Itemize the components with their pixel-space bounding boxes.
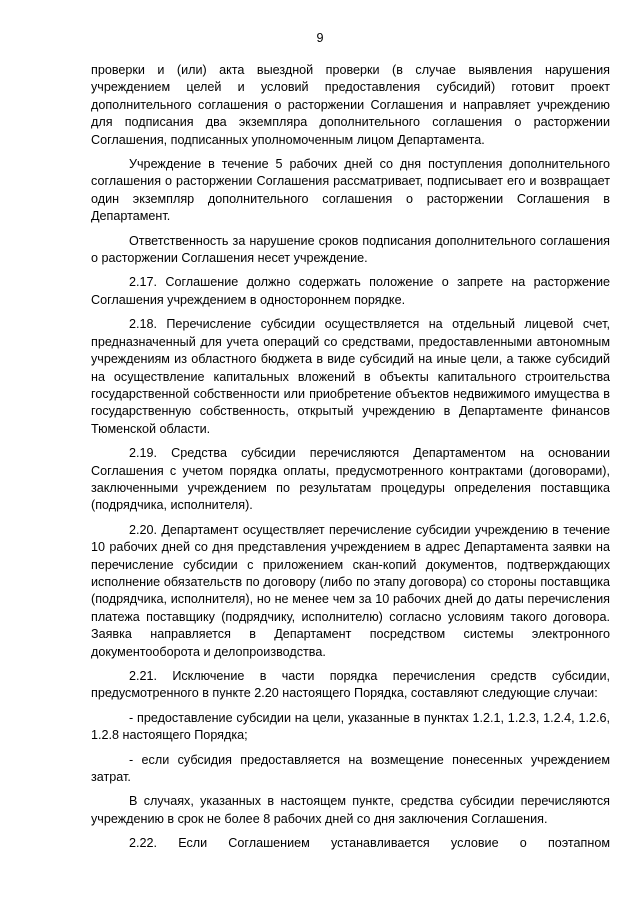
paragraph-continuation: проверки и (или) акта выездной проверки (в случае выявления нарушения учреждением целей и условий предоставления субсидий) готовит проект дополнительного соглашения о расторжении Соглашения и направляет учреждению для подписания два экземпляра дополнительного соглашения о расторжении Соглашения, подписанных уполномоченным лицом Департамента. xyxy=(91,63,610,147)
document-body xyxy=(91,62,610,860)
paragraph-2-22: 2.22. Если Соглашением устанавливается условие о поэтапном xyxy=(129,836,610,851)
page-number: 9 xyxy=(316,31,324,45)
list-item: - если субсидия предоставляется на возмещение понесенных учреждением затрат. xyxy=(91,752,610,785)
paragraph: Ответственность за нарушение сроков подписания дополнительного соглашения о расторжении Соглашения несет учреждение. xyxy=(91,233,610,266)
paragraph-2-18: 2.18. Перечисление субсидии осуществляется на отдельный лицевой счет, предназначенный для учета операций со средствами, предоставленными автономным учреждениям из областного бюджета в виде субсидий на иные цели, а также субсидий на осуществление капитальных вложений в объекты капитального строительства государственной собственности или приобретение объектов недвижимого имущества в государственную собственность, открытый учреждению в Департаменте финансов Тюменской области. xyxy=(91,317,610,436)
paragraph-2-17: 2.17. Соглашение должно содержать положение о запрете на расторжение Соглашения учреждением в одностороннем порядке. xyxy=(91,275,610,307)
paragraph-2-19: 2.19. Средства субсидии перечисляются Департаментом на основании Соглашения с учетом порядка оплаты, предусмотренного контрактами (договорами), заключенными учреждением по результатам процедуры определения поставщика (подрядчика, исполнителя). xyxy=(91,446,610,513)
paragraph-2-21: 2.21. Исключение в части порядка перечисления средств субсидии, предусмотренного в пункте 2.20 настоящего Порядка, составляют следующие случаи: xyxy=(91,669,610,701)
list-item: - предоставление субсидии на цели, указанные в пунктах 1.2.1, 1.2.3, 1.2.4, 1.2.6, 1.2.8 настоящего Порядка; xyxy=(91,710,610,743)
paragraph-2-20: 2.20. Департамент осуществляет перечисление субсидии учреждению в течение 10 рабочих дней со дня представления учреждением в адрес Департамента заявки на перечисление субсидии с приложением скан-копий документов, подтверждающих исполнение обязательств по договору (либо по этапу договора) со стороны поставщика (подрядчика, исполнителя), но не менее чем за 10 рабочих дней до даты перечисления платежа поставщику (подрядчику, исполнителю) согласно условиям такого договора. Заявка направляется в Департамент посредством системы электронного документооборота и делопроизводства. xyxy=(91,522,610,659)
paragraph: Учреждение в течение 5 рабочих дней со дня поступления дополнительного соглашения о расторжении Соглашения рассматривает, подписывает его и возвращает один экземпляр дополнительного соглашения о расторжении Соглашения в Департамент. xyxy=(91,157,610,224)
paragraph: В случаях, указанных в настоящем пункте, средства субсидии перечисляются учреждению в срок не более 8 рабочих дней со дня заключения Соглашения. xyxy=(91,794,610,826)
